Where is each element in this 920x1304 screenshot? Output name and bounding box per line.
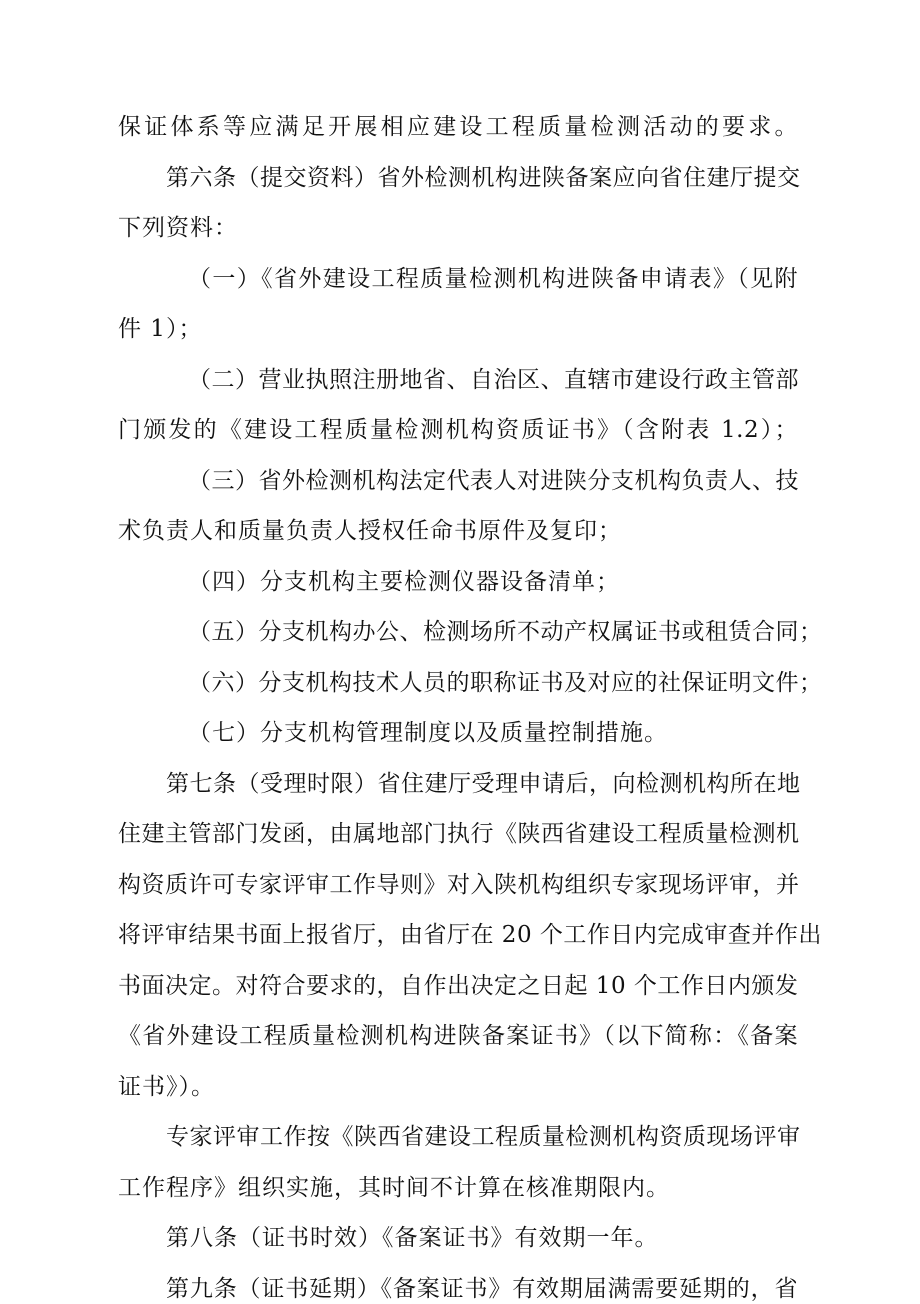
list-item-7: （七）分支机构管理制度以及质量控制措施。 (188, 720, 668, 746)
article-7-heading: 第七条（受理时限）省住建厅受理申请后，向检测机构所在地 (166, 770, 801, 797)
text-line: 构资质许可专家评审工作导则》对入陕机构组织专家现场评审，并 (118, 871, 800, 898)
text-line: 将评审结果书面上报省厅，由省厅在 20 个工作日内完成审查并作出 (118, 922, 822, 948)
list-item-4: （四）分支机构主要检测仪器设备清单； (188, 568, 620, 595)
text-line: 书面决定。对符合要求的，自作出决定之日起 10 个工作日内颁发 (118, 972, 799, 999)
list-item-1: （一）《省外建设工程质量检测机构进陕备申请表》（见附 (188, 265, 798, 292)
text-line: 下列资料： (118, 215, 238, 241)
text-line: 住建主管部门发函，由属地部门执行《陕西省建设工程质量检测机 (118, 821, 800, 847)
text-line: 保证体系等应满足开展相应建设工程质量检测活动的要求。 (118, 114, 798, 140)
article-8-heading: 第八条（证书时效）《备案证书》有效期一年。 (166, 1225, 659, 1251)
text-line: 《省外建设工程质量检测机构进陕备案证书》（以下简称：《备案 (118, 1023, 798, 1049)
expert-review-paragraph: 专家评审工作按《陕西省建设工程质量检测机构资质现场评审 (166, 1124, 801, 1150)
article-9-heading: 第九条（证书延期）《备案证书》有效期届满需要延期的，省 (166, 1275, 798, 1302)
text-line: 术负责人和质量负责人授权任命书原件及复印； (118, 518, 622, 544)
list-item-3: （三）省外检测机构法定代表人对进陕分支机构负责人、技 (188, 467, 799, 494)
list-item-6: （六）分支机构技术人员的职称证书及对应的社保证明文件； (188, 669, 823, 696)
list-item-2: （二）营业执照注册地省、自治区、直辖市建设行政主管部 (188, 366, 799, 393)
text-line: 工作程序》组织实施，其时间不计算在核准期限内。 (118, 1174, 670, 1201)
text-line: 件 1）； (118, 316, 203, 342)
text-line: 证书》）。 (118, 1073, 215, 1100)
text-line: 门颁发的《建设工程质量检测机构资质证书》（含附表 1.2）； (118, 417, 798, 443)
article-6-heading: 第六条（提交资料）省外检测机构进陕备案应向省住建厅提交 (166, 164, 801, 191)
list-item-5: （五）分支机构办公、检测场所不动产权属证书或租赁合同； (188, 619, 823, 645)
